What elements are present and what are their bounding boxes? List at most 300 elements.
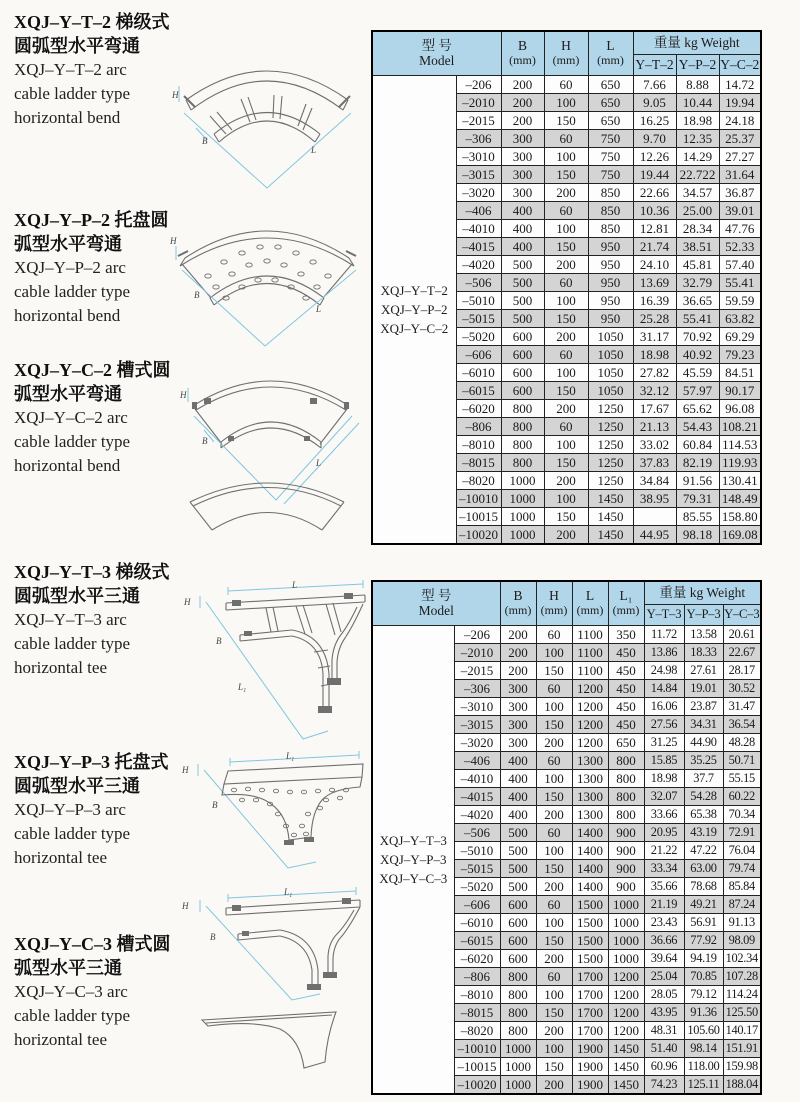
value-cell: 54.43 <box>676 417 719 435</box>
product-title-en: horizontal bend <box>14 306 121 325</box>
value-cell: 1050 <box>588 381 633 399</box>
value-cell: 21.13 <box>633 417 676 435</box>
value-cell: 1300 <box>572 769 608 787</box>
model-suffix-cell: –406 <box>454 751 500 769</box>
model-suffix-cell: –5020 <box>454 877 500 895</box>
model-suffix-cell: –5020 <box>456 327 501 345</box>
value-cell: 1500 <box>572 949 608 967</box>
value-cell: 22.67 <box>723 643 761 661</box>
header-l: L (mm) <box>588 31 633 75</box>
model-series-label: XQJ–Y–T–3 XQJ–Y–P–3 XQJ–Y–C–3 <box>372 625 454 1094</box>
value-cell: 31.25 <box>644 733 684 751</box>
value-cell: 125.50 <box>723 1003 761 1021</box>
value-cell: 200 <box>544 471 588 489</box>
value-cell: 24.18 <box>719 111 761 129</box>
dim-label-h: H <box>180 390 187 400</box>
value-cell: 1450 <box>608 1039 644 1057</box>
cover-piece <box>202 1012 336 1068</box>
value-cell: 34.84 <box>633 471 676 489</box>
model-suffix-cell: –606 <box>454 895 500 913</box>
value-cell: 350 <box>608 625 644 643</box>
model-suffix-cell: –10015 <box>454 1057 500 1075</box>
value-cell: 200 <box>500 661 536 679</box>
value-cell: 35.66 <box>644 877 684 895</box>
dimension-lines <box>188 388 359 504</box>
header-yp2: Y–P–2 <box>676 54 719 75</box>
drawing-arc-channel-tee <box>176 884 376 1089</box>
value-cell: 1000 <box>501 471 544 489</box>
header-b: B (mm) <box>500 581 536 625</box>
dim-label-b: B <box>216 636 222 646</box>
value-cell: 400 <box>500 787 536 805</box>
value-cell: 32.79 <box>676 273 719 291</box>
value-cell: 31.47 <box>723 697 761 715</box>
value-cell: 200 <box>500 643 536 661</box>
value-cell: 600 <box>501 381 544 399</box>
value-cell: 200 <box>500 625 536 643</box>
model-suffix-cell: –6010 <box>454 913 500 931</box>
value-cell: 55.41 <box>719 273 761 291</box>
value-cell: 32.12 <box>633 381 676 399</box>
value-cell: 60 <box>544 345 588 363</box>
model-suffix-cell: –10010 <box>454 1039 500 1057</box>
dim-label-b: B <box>212 800 218 810</box>
value-cell: 91.36 <box>684 1003 723 1021</box>
value-cell: 1900 <box>572 1057 608 1075</box>
value-cell: 85.84 <box>723 877 761 895</box>
header-model: 型 号 Model <box>372 31 501 75</box>
value-cell: 20.61 <box>723 625 761 643</box>
value-cell: 25.00 <box>676 201 719 219</box>
value-cell: 60.84 <box>676 435 719 453</box>
header-yp3: Y–P–3 <box>684 604 723 625</box>
value-cell: 400 <box>501 237 544 255</box>
model-suffix-cell: –5010 <box>456 291 501 309</box>
product-title-en: XQJ–Y–T–3 arc <box>14 610 127 629</box>
dim-label-h: H <box>182 765 189 775</box>
value-cell: 300 <box>500 715 536 733</box>
value-cell: 60 <box>544 417 588 435</box>
header-h: H (mm) <box>536 581 572 625</box>
value-cell: 200 <box>544 327 588 345</box>
value-cell: 28.17 <box>723 661 761 679</box>
value-cell: 12.35 <box>676 129 719 147</box>
value-cell: 1050 <box>588 363 633 381</box>
model-suffix-cell: –6015 <box>456 381 501 399</box>
value-cell: 90.17 <box>719 381 761 399</box>
value-cell: 150 <box>544 309 588 327</box>
value-cell: 44.95 <box>633 525 676 544</box>
value-cell: 14.72 <box>719 75 761 93</box>
product-title-zh: XQJ–Y–C–2 槽式圆 <box>14 360 171 380</box>
value-cell: 450 <box>608 715 644 733</box>
value-cell: 150 <box>544 111 588 129</box>
model-suffix-cell: –3015 <box>454 715 500 733</box>
value-cell: 38.95 <box>633 489 676 507</box>
value-cell: 800 <box>501 417 544 435</box>
value-cell: 1200 <box>572 733 608 751</box>
dim-label-l1: L₁ <box>286 751 295 761</box>
value-cell: 59.59 <box>719 291 761 309</box>
value-cell: 600 <box>500 949 536 967</box>
value-cell: 105.60 <box>684 1021 723 1039</box>
value-cell: 87.24 <box>723 895 761 913</box>
value-cell: 200 <box>544 183 588 201</box>
value-cell: 34.31 <box>684 715 723 733</box>
perforation-holes <box>231 787 348 837</box>
value-cell: 200 <box>536 1075 572 1094</box>
model-suffix-cell: –2015 <box>456 111 501 129</box>
value-cell: 12.81 <box>633 219 676 237</box>
value-cell: 49.21 <box>684 895 723 913</box>
model-suffix-cell: –206 <box>456 75 501 93</box>
model-suffix-cell: –206 <box>454 625 500 643</box>
value-cell: 850 <box>588 201 633 219</box>
value-cell: 750 <box>588 129 633 147</box>
value-cell: 63.82 <box>719 309 761 327</box>
model-suffix-cell: –506 <box>454 823 500 841</box>
value-cell: 65.62 <box>676 399 719 417</box>
value-cell: 100 <box>536 1039 572 1057</box>
value-cell: 47.76 <box>719 219 761 237</box>
value-cell: 200 <box>544 399 588 417</box>
value-cell: 1450 <box>608 1075 644 1094</box>
model-suffix-cell: –506 <box>456 273 501 291</box>
dim-label-b: B <box>210 932 216 942</box>
model-suffix-cell: –4010 <box>456 219 501 237</box>
value-cell: 60 <box>544 75 588 93</box>
dim-label-l: L <box>292 580 298 590</box>
value-cell: 9.05 <box>633 93 676 111</box>
value-cell: 600 <box>501 327 544 345</box>
value-cell: 39.01 <box>719 201 761 219</box>
value-cell: 800 <box>501 453 544 471</box>
value-cell: 19.44 <box>633 165 676 183</box>
model-suffix-cell: –3010 <box>454 697 500 715</box>
product-title-en: XQJ–Y–C–3 arc <box>14 982 128 1001</box>
model-suffix-cell: –4015 <box>454 787 500 805</box>
product-title-zh: 圆弧型水平弯通 <box>14 36 140 56</box>
value-cell: 1100 <box>572 661 608 679</box>
value-cell: 69.29 <box>719 327 761 345</box>
product-title-zh: 圆弧型水平三通 <box>14 776 140 796</box>
product-title-en: XQJ–Y–T–2 arc <box>14 60 127 79</box>
value-cell: 650 <box>588 111 633 129</box>
value-cell: 48.31 <box>644 1021 684 1039</box>
value-cell: 36.65 <box>676 291 719 309</box>
value-cell: 158.80 <box>719 507 761 525</box>
value-cell: 600 <box>500 931 536 949</box>
model-suffix-cell: –10010 <box>456 489 501 507</box>
value-cell: 1500 <box>572 931 608 949</box>
value-cell: 1000 <box>608 895 644 913</box>
value-cell: 100 <box>536 985 572 1003</box>
value-cell: 13.86 <box>644 643 684 661</box>
value-cell: 57.40 <box>719 255 761 273</box>
value-cell: 1200 <box>608 1003 644 1021</box>
value-cell: 14.84 <box>644 679 684 697</box>
value-cell: 300 <box>501 129 544 147</box>
value-cell: 72.91 <box>723 823 761 841</box>
value-cell: 15.85 <box>644 751 684 769</box>
value-cell: 150 <box>536 661 572 679</box>
value-cell: 450 <box>608 643 644 661</box>
value-cell: 1700 <box>572 967 608 985</box>
value-cell: 19.01 <box>684 679 723 697</box>
value-cell: 21.19 <box>644 895 684 913</box>
value-cell: 1050 <box>588 345 633 363</box>
value-cell: 150 <box>536 859 572 877</box>
value-cell: 1000 <box>501 525 544 544</box>
drawing-arc-tray-bend <box>170 198 365 348</box>
model-suffix-cell: –3020 <box>456 183 501 201</box>
model-suffix-cell: –10020 <box>456 525 501 544</box>
value-cell: 25.04 <box>644 967 684 985</box>
value-cell: 25.28 <box>633 309 676 327</box>
value-cell: 1500 <box>572 895 608 913</box>
model-suffix-cell: –306 <box>454 679 500 697</box>
value-cell: 188.04 <box>723 1075 761 1094</box>
value-cell: 850 <box>588 219 633 237</box>
value-cell: 1000 <box>608 913 644 931</box>
value-cell: 12.26 <box>633 147 676 165</box>
value-cell: 70.34 <box>723 805 761 823</box>
value-cell: 48.28 <box>723 733 761 751</box>
model-suffix-cell: –5015 <box>456 309 501 327</box>
value-cell: 100 <box>544 489 588 507</box>
model-suffix-cell: –806 <box>454 967 500 985</box>
value-cell: 300 <box>500 733 536 751</box>
product-title-en: XQJ–Y–P–3 arc <box>14 800 126 819</box>
value-cell: 38.51 <box>676 237 719 255</box>
value-cell: 1450 <box>588 525 633 544</box>
header-weight: 重量 kg Weight <box>633 31 761 54</box>
value-cell: 150 <box>544 507 588 525</box>
value-cell: 400 <box>500 769 536 787</box>
value-cell: 27.61 <box>684 661 723 679</box>
value-cell: 51.40 <box>644 1039 684 1057</box>
value-cell: 1300 <box>572 805 608 823</box>
value-cell: 300 <box>500 679 536 697</box>
model-suffix-cell: –8020 <box>454 1021 500 1039</box>
value-cell: 94.19 <box>684 949 723 967</box>
value-cell: 1000 <box>500 1057 536 1075</box>
value-cell: 47.22 <box>684 841 723 859</box>
value-cell: 1700 <box>572 1021 608 1039</box>
value-cell: 800 <box>500 967 536 985</box>
value-cell: 107.28 <box>723 967 761 985</box>
value-cell: 1000 <box>500 1039 536 1057</box>
value-cell: 200 <box>501 93 544 111</box>
value-cell: 85.55 <box>676 507 719 525</box>
value-cell: 1000 <box>608 931 644 949</box>
value-cell: 60 <box>536 679 572 697</box>
value-cell: 60 <box>536 625 572 643</box>
value-cell: 100 <box>544 291 588 309</box>
value-cell: 30.52 <box>723 679 761 697</box>
value-cell: 118.00 <box>684 1057 723 1075</box>
model-suffix-cell: –6010 <box>456 363 501 381</box>
model-suffix-cell: –10015 <box>456 507 501 525</box>
value-cell: 900 <box>608 823 644 841</box>
model-suffix-cell: –8010 <box>456 435 501 453</box>
value-cell: 600 <box>501 345 544 363</box>
header-yc2: Y–C–2 <box>719 54 761 75</box>
value-cell: 60.22 <box>723 787 761 805</box>
value-cell: 500 <box>500 823 536 841</box>
value-cell: 33.02 <box>633 435 676 453</box>
clamp-fittings <box>192 398 349 441</box>
value-cell: 950 <box>588 273 633 291</box>
value-cell: 200 <box>536 877 572 895</box>
value-cell: 1250 <box>588 471 633 489</box>
value-cell: 79.12 <box>684 985 723 1003</box>
value-cell: 79.31 <box>676 489 719 507</box>
value-cell: 31.17 <box>633 327 676 345</box>
value-cell: 1000 <box>500 1075 536 1094</box>
header-yc3: Y–C–3 <box>723 604 761 625</box>
value-cell: 114.24 <box>723 985 761 1003</box>
header-b: B (mm) <box>501 31 544 75</box>
value-cell: 1400 <box>572 841 608 859</box>
value-cell: 43.95 <box>644 1003 684 1021</box>
value-cell: 1000 <box>608 949 644 967</box>
value-cell: 24.98 <box>644 661 684 679</box>
value-cell: 950 <box>588 237 633 255</box>
model-suffix-cell: –5015 <box>454 859 500 877</box>
dimension-lines <box>176 246 356 346</box>
value-cell: 28.05 <box>644 985 684 1003</box>
dim-label-b: B <box>194 290 200 300</box>
value-cell: 150 <box>544 381 588 399</box>
value-cell: 76.04 <box>723 841 761 859</box>
value-cell: 150 <box>536 1003 572 1021</box>
value-cell: 27.56 <box>644 715 684 733</box>
value-cell: 37.83 <box>633 453 676 471</box>
value-cell: 100 <box>544 435 588 453</box>
value-cell: 100 <box>544 93 588 111</box>
value-cell: 18.98 <box>633 345 676 363</box>
value-cell: 23.43 <box>644 913 684 931</box>
value-cell: 19.94 <box>719 93 761 111</box>
product-title-en: cable ladder type <box>14 824 131 843</box>
value-cell: 65.38 <box>684 805 723 823</box>
value-cell: 54.28 <box>684 787 723 805</box>
value-cell: 1300 <box>572 751 608 769</box>
value-cell: 1450 <box>588 489 633 507</box>
value-cell: 1000 <box>501 489 544 507</box>
value-cell: 750 <box>588 165 633 183</box>
value-cell: 1200 <box>572 715 608 733</box>
value-cell: 800 <box>501 435 544 453</box>
value-cell: 200 <box>544 525 588 544</box>
product-title-en: XQJ–Y–C–2 arc <box>14 408 128 427</box>
value-cell: 55.41 <box>676 309 719 327</box>
value-cell: 169.08 <box>719 525 761 544</box>
value-cell: 34.57 <box>676 183 719 201</box>
product-title-en: horizontal bend <box>14 108 121 127</box>
value-cell: 800 <box>500 985 536 1003</box>
value-cell: 50.71 <box>723 751 761 769</box>
value-cell: 500 <box>501 291 544 309</box>
value-cell: 1400 <box>572 877 608 895</box>
value-cell: 450 <box>608 679 644 697</box>
product-title-zh: XQJ–Y–P–2 托盘圆 <box>14 210 169 230</box>
value-cell: 100 <box>536 841 572 859</box>
value-cell: 60 <box>544 129 588 147</box>
product-title-zh: XQJ–Y–T–2 梯级式 <box>14 12 170 32</box>
value-cell: 450 <box>608 661 644 679</box>
value-cell: 16.25 <box>633 111 676 129</box>
model-suffix-cell: –4010 <box>454 769 500 787</box>
product-title-en: horizontal bend <box>14 456 121 475</box>
model-suffix-cell: –6020 <box>454 949 500 967</box>
value-cell: 150 <box>544 165 588 183</box>
value-cell: 82.19 <box>676 453 719 471</box>
product-title-zh: 圆弧型水平三通 <box>14 586 140 606</box>
value-cell: 200 <box>544 255 588 273</box>
perforation-holes <box>205 245 331 300</box>
value-cell: 91.56 <box>676 471 719 489</box>
product-title-en: horizontal tee <box>14 658 107 677</box>
value-cell: 79.74 <box>723 859 761 877</box>
model-suffix-cell: –6020 <box>456 399 501 417</box>
value-cell: 98.18 <box>676 525 719 544</box>
model-series-label: XQJ–Y–T–2 XQJ–Y–P–2 XQJ–Y–C–2 <box>372 75 456 544</box>
value-cell: 23.87 <box>684 697 723 715</box>
product-title-en: cable ladder type <box>14 282 131 301</box>
value-cell: 60 <box>536 895 572 913</box>
value-cell: 600 <box>500 913 536 931</box>
value-cell: 98.14 <box>684 1039 723 1057</box>
value-cell: 800 <box>501 399 544 417</box>
value-cell: 1450 <box>588 507 633 525</box>
value-cell: 1400 <box>572 859 608 877</box>
value-cell: 200 <box>536 949 572 967</box>
value-cell: 31.64 <box>719 165 761 183</box>
product-title-en: cable ladder type <box>14 634 131 653</box>
value-cell: 800 <box>608 751 644 769</box>
model-suffix-cell: –3015 <box>456 165 501 183</box>
product-title-zh: XQJ–Y–C–3 槽式圆 <box>14 934 171 954</box>
value-cell: 150 <box>536 931 572 949</box>
value-cell: 77.92 <box>684 931 723 949</box>
value-cell: 10.36 <box>633 201 676 219</box>
model-suffix-cell: –2015 <box>454 661 500 679</box>
value-cell: 79.23 <box>719 345 761 363</box>
value-cell: 114.53 <box>719 435 761 453</box>
value-cell: 750 <box>588 147 633 165</box>
value-cell: 60 <box>536 751 572 769</box>
value-cell: 70.85 <box>684 967 723 985</box>
value-cell: 100 <box>544 147 588 165</box>
value-cell: 108.21 <box>719 417 761 435</box>
header-model: 型 号 Model <box>372 581 500 625</box>
product-title-en: horizontal tee <box>14 1030 107 1049</box>
value-cell: 400 <box>501 219 544 237</box>
spec-table-tees <box>371 580 762 1095</box>
model-suffix-cell: –3020 <box>454 733 500 751</box>
value-cell: 200 <box>501 111 544 129</box>
value-cell: 500 <box>501 273 544 291</box>
value-cell: 18.33 <box>684 643 723 661</box>
value-cell: 300 <box>501 165 544 183</box>
value-cell: 1200 <box>608 1021 644 1039</box>
value-cell: 45.81 <box>676 255 719 273</box>
value-cell: 1200 <box>572 697 608 715</box>
value-cell: 96.08 <box>719 399 761 417</box>
value-cell: 450 <box>608 697 644 715</box>
